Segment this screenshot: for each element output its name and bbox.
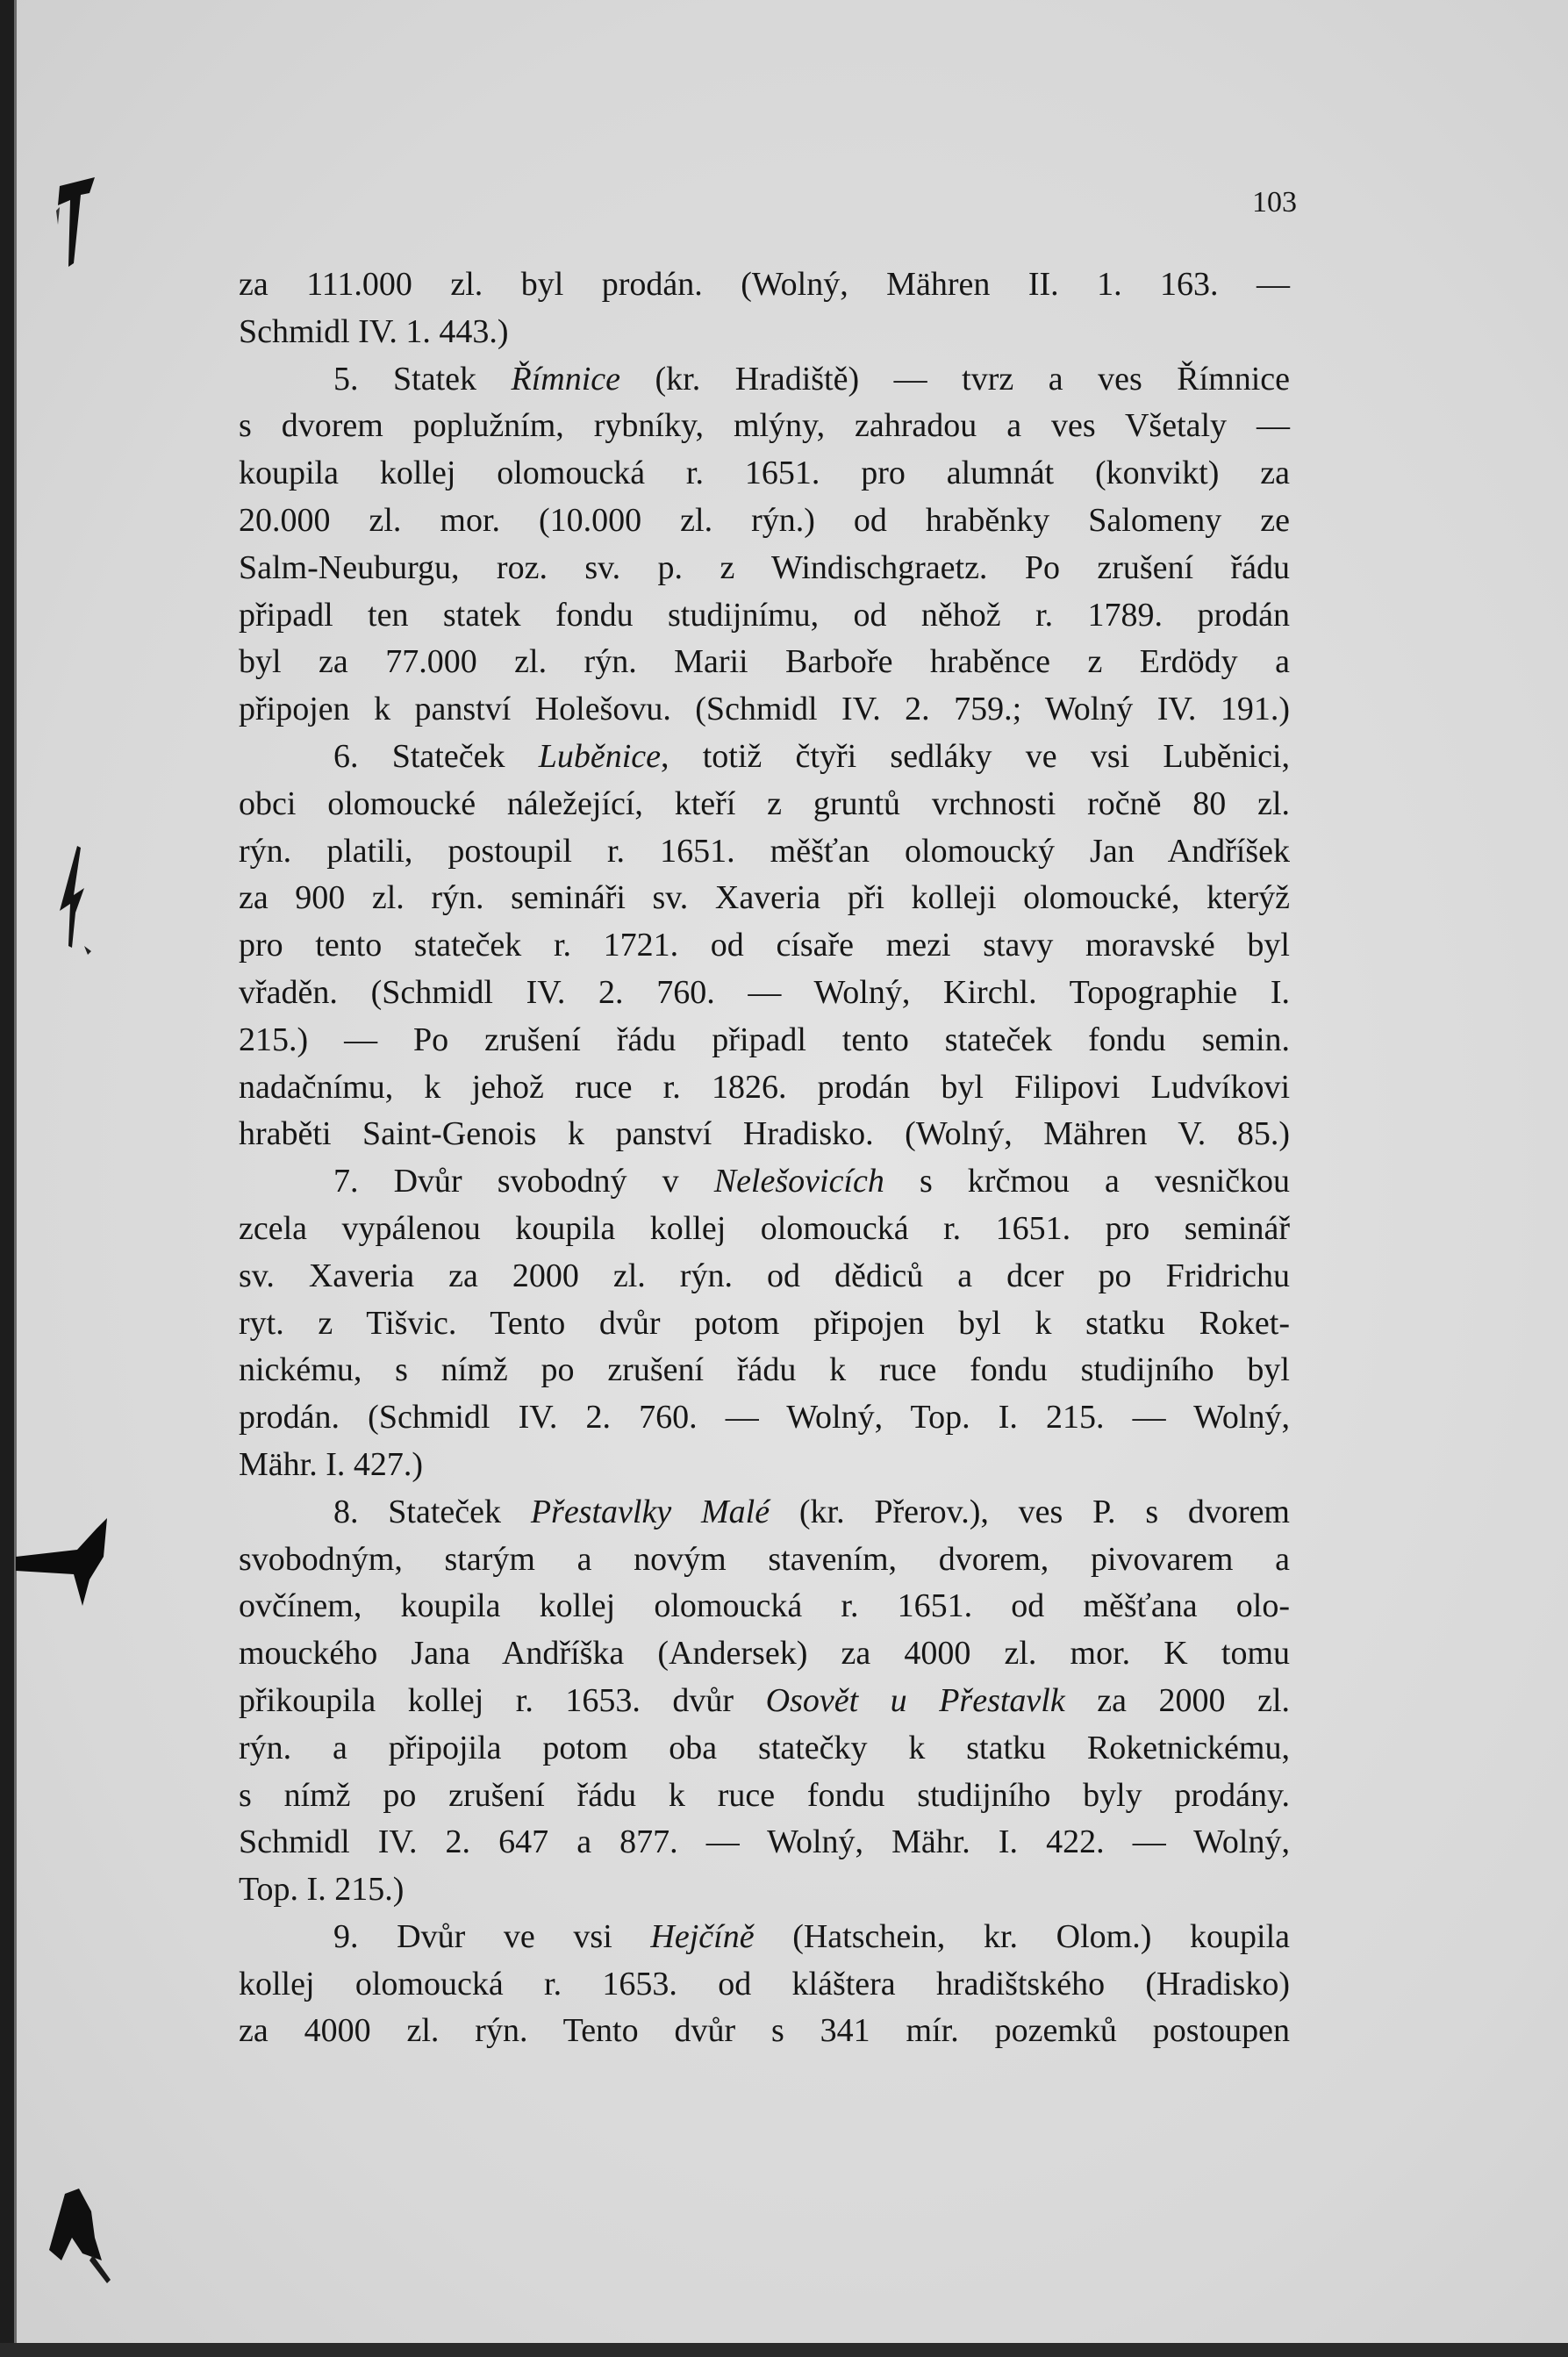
text-line: nickému, s nímž po zrušení řádu k ruce fondu studijního byl	[239, 1351, 1290, 1389]
italic-place-name: Nelešovicích	[713, 1163, 884, 1200]
page-edge-line	[14, 0, 17, 2357]
italic-place-name: Hejčíně	[650, 1917, 755, 1955]
margin-ink-mark-middle	[49, 842, 102, 965]
text-span: 9. Dvůr ve vsi	[333, 1917, 651, 1955]
text-span: (kr. Hradiště) — tvrz a ves Římnice	[620, 360, 1291, 398]
italic-place-name: Přestavlky Malé	[530, 1493, 770, 1530]
text-span: přikoupila kollej r. 1653. dvůr	[239, 1681, 766, 1719]
text-line: obci olomoucké náležející, kteří z gruntů vrchnosti ročně 80 zl.	[239, 784, 1290, 822]
text-line: kollej olomoucká r. 1653. od kláštera hradištského (Hradisko)	[239, 1965, 1290, 2002]
text-line: za 900 zl. rýn. semináři sv. Xaveria při kolleji olomoucké, kterýž	[239, 879, 1290, 917]
text-line: hraběti Saint-Genois k panství Hradisko. (Wolný, Mähren V. 85.)	[239, 1115, 1290, 1153]
text-span: za 2000 zl.	[1064, 1681, 1290, 1719]
text-line: Schmidl IV. 2. 647 a 877. — Wolný, Mähr. I. 422. — Wolný,	[239, 1823, 1290, 1861]
italic-place-name: Luběnice	[538, 737, 661, 775]
text-line: Mähr. I. 427.)	[239, 1445, 424, 1483]
text-line: zcela vypálenou koupila kollej olomoucká r. 1651. pro seminář	[239, 1209, 1290, 1247]
text-line	[239, 734, 1290, 781]
text-line	[239, 1914, 1290, 1961]
text-line: za 4000 zl. rýn. Tento dvůr s 341 mír. pozemků postoupen	[239, 2012, 1290, 2050]
text-line: nadačnímu, k jehož ruce r. 1826. prodán byl Filipovi Ludvíkovi	[239, 1068, 1290, 1106]
text-line	[239, 1678, 1290, 1725]
text-span: , totiž čtyři sedláky ve vsi Luběnici,	[661, 737, 1290, 775]
text-line: svobodným, starým a novým stavením, dvorem, pivovarem a	[239, 1540, 1290, 1578]
text-span: 7. Dvůr svobodný v	[333, 1163, 714, 1200]
text-line: za 111.000 zl. byl prodán. (Wolný, Mähren II. 1. 163. —	[239, 266, 1290, 303]
text-line: ryt. z Tišvic. Tento dvůr potom připojen byl k statku Roket-	[239, 1304, 1290, 1342]
text-line: vřaděn. (Schmidl IV. 2. 760. — Wolný, Kirchl. Topographie I.	[239, 973, 1290, 1011]
text-line: rýn. a připojila potom oba statečky k statku Roketnickému,	[239, 1729, 1290, 1766]
text-line: připadl ten statek fondu studijnímu, od něhož r. 1789. prodán	[239, 596, 1290, 634]
text-line: sv. Xaveria za 2000 zl. rýn. od dědiců a dcer po Fridrichu	[239, 1257, 1290, 1294]
text-line: Schmidl IV. 1. 443.)	[239, 312, 509, 350]
text-span: (kr. Přerov.), ves P. s dvorem	[770, 1493, 1290, 1530]
text-line	[239, 1489, 1290, 1537]
text-line: s dvorem poplužním, rybníky, mlýny, zahradou a ves Všetaly —	[239, 407, 1290, 445]
text-span: 8. Stateček	[333, 1493, 531, 1530]
text-span: 5. Statek	[333, 360, 512, 398]
text-line: pro tento stateček r. 1721. od císaře mezi stavy moravské byl	[239, 927, 1290, 964]
text-line: Top. I. 215.)	[239, 1871, 405, 1909]
text-line: 20.000 zl. mor. (10.000 zl. rýn.) od hraběnky Salomeny ze	[239, 501, 1290, 539]
text-line: připojen k panství Holešovu. (Schmidl IV. 2. 759.; Wolný IV. 191.)	[239, 691, 1290, 728]
text-line: byl za 77.000 zl. rýn. Marii Barboře hraběnce z Erdödy a	[239, 643, 1290, 681]
text-line	[239, 356, 1290, 404]
text-line: ovčínem, koupila kollej olomoucká r. 1651. od měšťana olo-	[239, 1587, 1290, 1625]
text-span: s krčmou a vesničkou	[884, 1163, 1290, 1200]
text-line: rýn. platili, postoupil r. 1651. měšťan olomoucký Jan Andříšek	[239, 832, 1290, 870]
text-line	[239, 1158, 1290, 1206]
body-text	[239, 261, 1290, 2055]
page-binding-edge	[0, 0, 14, 2357]
margin-ink-mark-top	[49, 176, 111, 272]
margin-ink-mark-bottom	[40, 2176, 128, 2290]
text-line: 215.) — Po zrušení řádu připadl tento stateček fondu semin.	[239, 1021, 1290, 1058]
page-bottom-edge	[0, 2343, 1568, 2357]
page-number: 103	[1252, 186, 1297, 219]
italic-place-name: Osovět u Přestavlk	[765, 1681, 1065, 1719]
text-span: (Hatschein, kr. Olom.) koupila	[754, 1917, 1290, 1955]
text-line: s nímž po zrušení řádu k ruce fondu studijního byly prodány.	[239, 1776, 1290, 1814]
text-line: mouckého Jana Andříška (Andersek) za 4000 zl. mor. K tomu	[239, 1635, 1290, 1673]
text-line: prodán. (Schmidl IV. 2. 760. — Wolný, Top. I. 215. — Wolný,	[239, 1399, 1290, 1436]
text-line: koupila kollej olomoucká r. 1651. pro alumnát (konvikt) za	[239, 455, 1290, 492]
text-line: Salm-Neuburgu, roz. sv. p. z Windischgraetz. Po zrušení řádu	[239, 548, 1290, 586]
italic-place-name: Římnice	[511, 360, 621, 398]
margin-ink-mark-clip	[16, 1518, 112, 1615]
text-span: 6. Stateček	[333, 737, 539, 775]
